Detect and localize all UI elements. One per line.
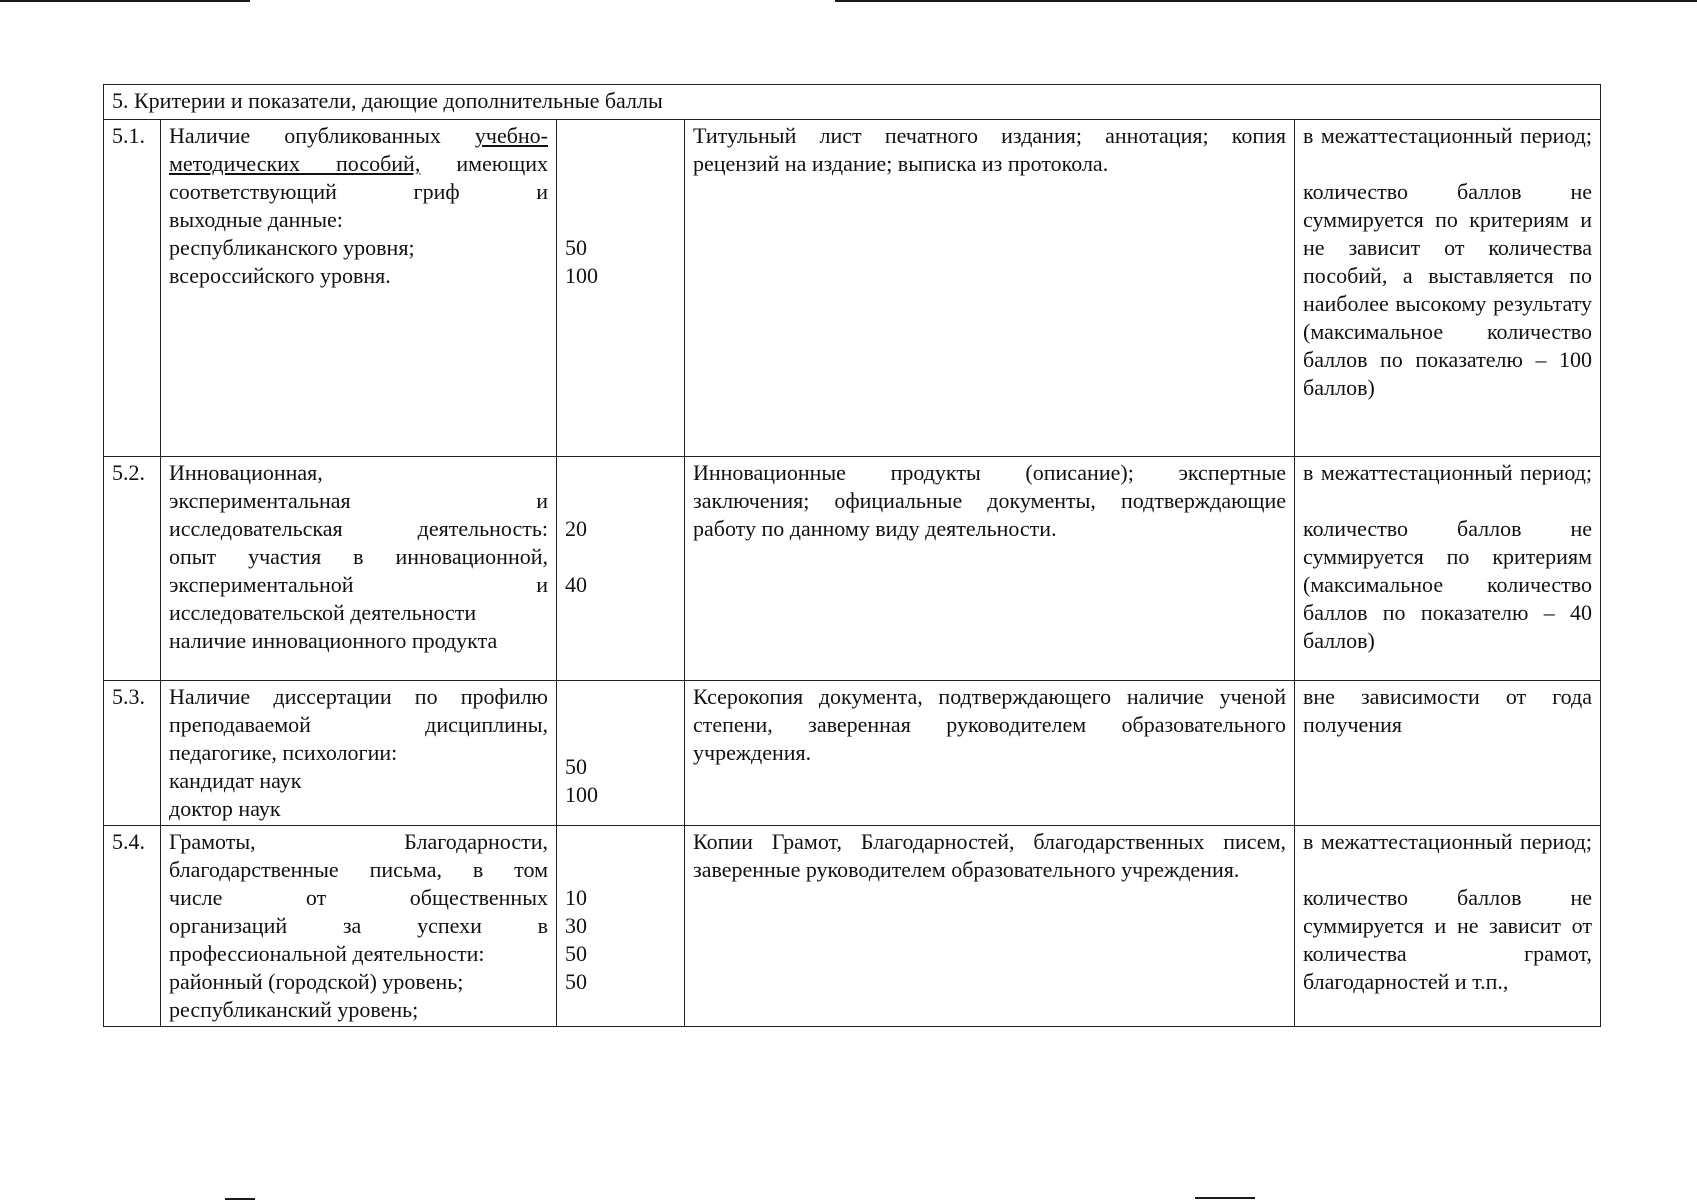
criterion-cell xyxy=(161,826,557,1027)
points-cell xyxy=(557,457,685,681)
criterion-cell xyxy=(161,120,557,457)
criterion-line: организаций за успехи в xyxy=(169,913,548,938)
table-row xyxy=(104,457,1601,681)
criterion-cell xyxy=(161,681,557,826)
points-value: 30 xyxy=(565,913,587,938)
row-number: 5.1. xyxy=(104,120,161,457)
section-title: 5. Критерии и показатели, дающие дополнительные баллы xyxy=(104,85,1601,120)
row-number: 5.3. xyxy=(104,681,161,826)
note-part: в межаттестационный период; xyxy=(1303,829,1592,854)
criterion-line: профессиональной деятельности: xyxy=(169,941,485,966)
documents-cell: Титульный лист печатного издания; аннотация; копия рецензий на издание; выписка из протокола. xyxy=(685,120,1295,457)
criterion-text: Наличие опубликованных учебно- xyxy=(169,123,548,148)
section-header-row xyxy=(104,85,1601,120)
note-part: вне зависимости от года получения xyxy=(1303,684,1592,737)
scan-artifact-top-left xyxy=(0,0,250,2)
note-part: количество баллов не суммируется по критериям и не зависит от количества пособий, а выставляется по наиболее высокому результату (максимальное количество баллов по показателю – 100 баллов) xyxy=(1303,179,1592,400)
points-value: 20 xyxy=(565,516,587,541)
table-row xyxy=(104,681,1601,826)
points-value: 50 xyxy=(565,235,587,260)
criterion-line: опыт участия в инновационной, xyxy=(169,544,548,569)
criterion-line: экспериментальной и xyxy=(169,572,548,597)
note-part: в межаттестационный период; xyxy=(1303,460,1592,485)
points-cell xyxy=(557,681,685,826)
scan-artifact-bottom-right xyxy=(1195,1197,1255,1199)
points-value: 50 xyxy=(565,941,587,966)
criterion-line: всероссийского уровня. xyxy=(169,263,391,288)
criterion-line: выходные данные: xyxy=(169,207,343,232)
row-number: 5.2. xyxy=(104,457,161,681)
criterion-cell xyxy=(161,457,557,681)
criterion-line: районный (городской) уровень; xyxy=(169,969,464,994)
criterion-line: кандидат наук xyxy=(169,768,302,793)
criterion-line: благодарственные письма, в том xyxy=(169,857,548,882)
criterion-line: экспериментальная и xyxy=(169,488,548,513)
points-value: 50 xyxy=(565,969,587,994)
note-cell xyxy=(1295,826,1601,1027)
points-value: 50 xyxy=(565,754,587,779)
criterion-line: методических пособий, имеющих xyxy=(169,151,548,176)
criterion-line: доктор наук xyxy=(169,796,281,821)
criterion-line: Наличие диссертации по профилю xyxy=(169,684,548,709)
documents-cell: Копии Грамот, Благодарностей, благодарственных писем, заверенные руководителем образовательного учреждения. xyxy=(685,826,1295,1027)
note-part: количество баллов не суммируется и не зависит от количества грамот, благодарностей и т.п., xyxy=(1303,885,1592,994)
criterion-line: исследовательская деятельность: xyxy=(169,516,548,541)
points-value: 10 xyxy=(565,885,587,910)
criteria-table xyxy=(103,84,1601,1027)
points-value: 100 xyxy=(565,782,598,807)
note-cell xyxy=(1295,681,1601,826)
note-cell xyxy=(1295,120,1601,457)
note-part: в межаттестационный период; xyxy=(1303,123,1592,148)
criterion-line: исследовательской деятельности xyxy=(169,600,477,625)
criterion-line: соответствующий гриф и xyxy=(169,179,548,204)
note-cell xyxy=(1295,457,1601,681)
row-number: 5.4. xyxy=(104,826,161,1027)
table-row xyxy=(104,120,1601,457)
points-cell xyxy=(557,826,685,1027)
points-value: 40 xyxy=(565,572,587,597)
documents-cell: Инновационные продукты (описание); экспертные заключения; официальные документы, подтверждающие работу по данному виду деятельности. xyxy=(685,457,1295,681)
criterion-line: республиканского уровня; xyxy=(169,235,415,260)
criterion-line: педагогике, психологии: xyxy=(169,740,398,765)
criterion-line: числе от общественных xyxy=(169,885,548,910)
note-part: количество баллов не суммируется по критериям (максимальное количество баллов по показателю – 40 баллов) xyxy=(1303,516,1592,653)
points-cell xyxy=(557,120,685,457)
scan-artifact-top-right xyxy=(835,0,1697,2)
table-row xyxy=(104,826,1601,1027)
documents-cell: Ксерокопия документа, подтверждающего наличие ученой степени, заверенная руководителем образовательного учреждения. xyxy=(685,681,1295,826)
criterion-line: наличие инновационного продукта xyxy=(169,628,498,653)
points-value: 100 xyxy=(565,263,598,288)
criterion-line xyxy=(169,122,548,150)
criterion-line: Грамоты, Благодарности, xyxy=(169,829,548,854)
criterion-line: республиканский уровень; xyxy=(169,997,419,1022)
criterion-line: преподаваемой дисциплины, xyxy=(169,712,548,737)
criterion-line: Инновационная, xyxy=(169,460,323,485)
